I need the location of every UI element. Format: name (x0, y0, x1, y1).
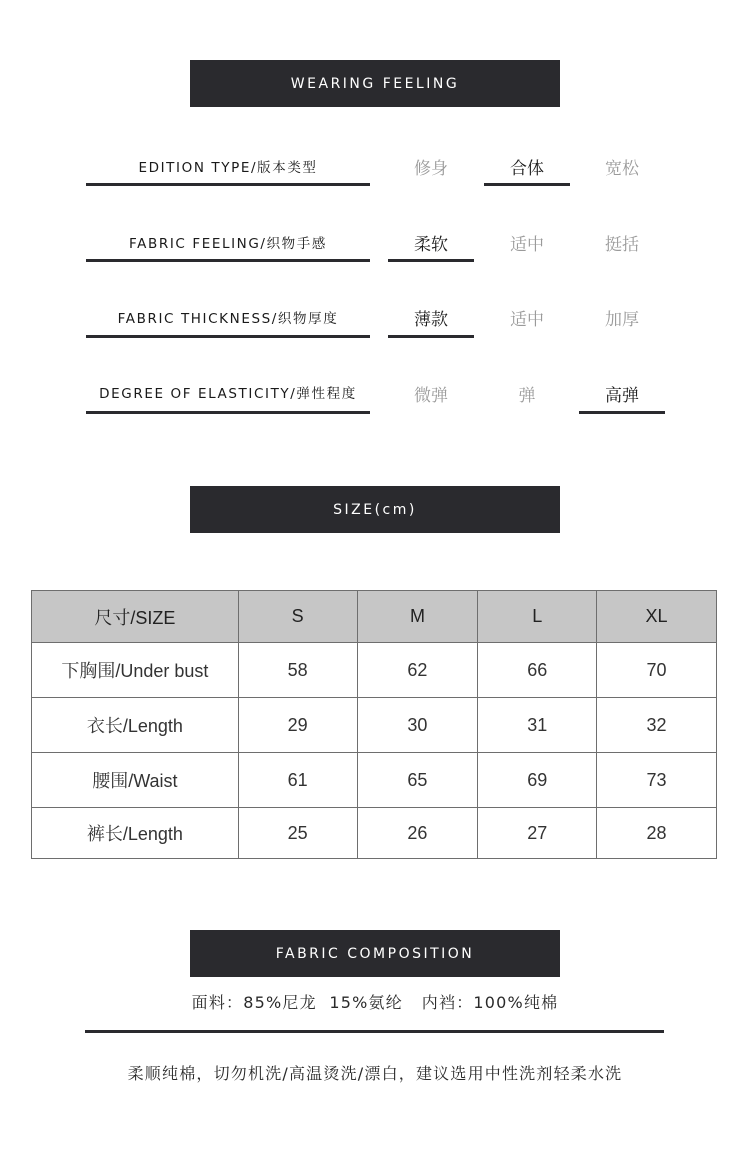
selected-underline (388, 335, 474, 338)
thickness-option-thin: 薄款 (414, 310, 448, 330)
table-cell: 65 (357, 753, 478, 808)
table-cell: 27 (478, 808, 597, 859)
selected-underline (388, 259, 474, 262)
size-banner: SIZE(cm) (190, 486, 560, 533)
elasticity-option-high: 高弹 (605, 386, 639, 406)
fabric-feeling-label: FABRIC FEELING/织物手感 (129, 236, 327, 252)
table-row (32, 753, 717, 808)
table-cell: 32 (597, 698, 717, 753)
label-underline (86, 259, 370, 262)
fabric-thickness-label: FABRIC THICKNESS/织物厚度 (117, 311, 339, 327)
thickness-option-medium: 适中 (510, 310, 544, 330)
table-cell: 69 (478, 753, 597, 808)
edition-type-label: EDITION TYPE/版本类型 (138, 160, 318, 176)
table-row (32, 698, 717, 753)
size-table (31, 590, 717, 859)
table-row (32, 643, 717, 698)
edition-option-slim: 修身 (414, 159, 448, 179)
header-m: M (357, 591, 478, 643)
header-xl: XL (597, 591, 717, 643)
label-underline (86, 411, 370, 414)
elasticity-option-slight: 微弹 (414, 386, 448, 406)
feeling-option-soft: 柔软 (414, 235, 448, 255)
wearing-feeling-banner: WEARING FEELING (190, 60, 560, 107)
table-cell: 31 (478, 698, 597, 753)
feeling-option-medium: 适中 (510, 235, 544, 255)
table-cell: 58 (238, 643, 357, 698)
edition-option-regular: 合体 (510, 159, 544, 179)
row-label: 腰围/Waist (32, 753, 239, 808)
care-instructions: 柔顺纯棉，切勿机洗/高温烫洗/漂白，建议选用中性洗剂轻柔水洗 (127, 1064, 623, 1083)
elasticity-label: DEGREE OF ELASTICITY/弹性程度 (99, 386, 357, 402)
edition-option-loose: 宽松 (605, 159, 639, 179)
fabric-composition-banner: FABRIC COMPOSITION (190, 930, 560, 977)
label-underline (86, 183, 370, 186)
table-cell: 70 (597, 643, 717, 698)
table-cell: 30 (357, 698, 478, 753)
table-cell: 29 (238, 698, 357, 753)
row-label: 下胸围/Under bust (32, 643, 239, 698)
header-l: L (478, 591, 597, 643)
row-label: 裤长/Length (32, 808, 239, 859)
thickness-option-thick: 加厚 (605, 310, 639, 330)
selected-underline (579, 411, 665, 414)
table-cell: 66 (478, 643, 597, 698)
table-cell: 61 (238, 753, 357, 808)
row-label: 衣长/Length (32, 698, 239, 753)
feeling-option-crisp: 挺括 (605, 235, 639, 255)
elasticity-option-elastic: 弹 (518, 386, 536, 406)
table-row (32, 808, 717, 859)
header-s: S (238, 591, 357, 643)
table-cell: 28 (597, 808, 717, 859)
table-cell: 73 (597, 753, 717, 808)
label-underline (86, 335, 370, 338)
table-cell: 26 (357, 808, 478, 859)
header-size: 尺寸/SIZE (32, 591, 239, 643)
selected-underline (484, 183, 570, 186)
composition-divider (85, 1030, 664, 1033)
table-header-row (32, 591, 717, 643)
table-cell: 62 (357, 643, 478, 698)
composition-text: 面料：85%尼龙 15%氨纶 内裆：100%纯棉 (191, 993, 559, 1012)
table-cell: 25 (238, 808, 357, 859)
